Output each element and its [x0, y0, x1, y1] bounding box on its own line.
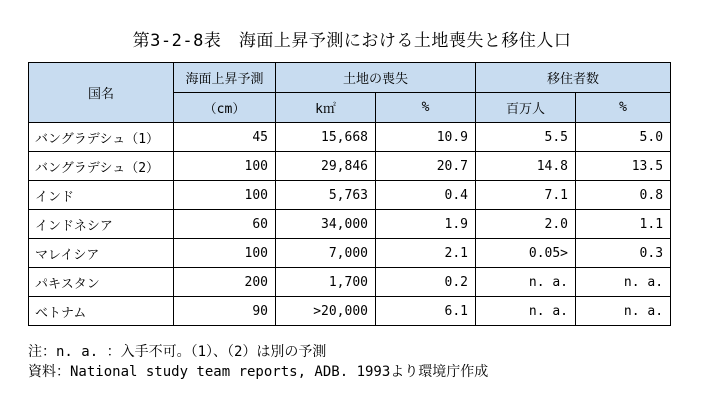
cell-migrants-pct: n. a. — [576, 297, 671, 326]
subheader-km2: k㎡ — [276, 93, 376, 123]
cell-country: インドネシア — [29, 210, 174, 239]
header-land-loss: 土地の喪失 — [276, 63, 476, 93]
cell-migrants: 0.05> — [476, 239, 576, 268]
table-row — [29, 210, 671, 239]
cell-area: 1,700 — [276, 268, 376, 297]
footnote-source: 資料：National study team reports, ADB. 1993より環境庁作成 — [28, 364, 489, 380]
table-row — [29, 181, 671, 210]
cell-rise: 100 — [174, 181, 276, 210]
cell-migrants-pct: n. a. — [576, 268, 671, 297]
cell-area: 29,846 — [276, 152, 376, 181]
cell-area-pct: 0.2 — [376, 268, 476, 297]
cell-area-pct: 0.4 — [376, 181, 476, 210]
cell-country: バングラデシュ（1） — [29, 123, 174, 152]
subheader-pct-migrants: % — [576, 93, 671, 123]
cell-area: 5,763 — [276, 181, 376, 210]
table-row — [29, 123, 671, 152]
cell-country: パキスタン — [29, 268, 174, 297]
subheader-million: 百万人 — [476, 93, 576, 123]
cell-country: ベトナム — [29, 297, 174, 326]
cell-migrants: n. a. — [476, 297, 576, 326]
subheader-cm: （cm） — [174, 93, 276, 123]
subheader-pct-land: % — [376, 93, 476, 123]
cell-area-pct: 10.9 — [376, 123, 476, 152]
cell-rise: 60 — [174, 210, 276, 239]
cell-rise: 45 — [174, 123, 276, 152]
cell-area-pct: 1.9 — [376, 210, 476, 239]
table-title: 第3-2-8表 海面上昇予測における土地喪失と移住人口 — [132, 31, 572, 51]
header-country: 国名 — [29, 63, 174, 123]
footnote-note: 注：n. a. ：入手不可。（1）、（2）は別の予測 — [28, 344, 327, 360]
cell-migrants: 5.5 — [476, 123, 576, 152]
cell-migrants-pct: 5.0 — [576, 123, 671, 152]
cell-country: インド — [29, 181, 174, 210]
cell-area: 15,668 — [276, 123, 376, 152]
cell-migrants-pct: 1.1 — [576, 210, 671, 239]
table-row — [29, 268, 671, 297]
cell-migrants: 14.8 — [476, 152, 576, 181]
header-migrants: 移住者数 — [476, 63, 671, 93]
cell-migrants: 7.1 — [476, 181, 576, 210]
cell-rise: 90 — [174, 297, 276, 326]
header-sea-rise: 海面上昇予測 — [174, 63, 276, 93]
cell-area-pct: 6.1 — [376, 297, 476, 326]
cell-area-pct: 2.1 — [376, 239, 476, 268]
cell-area: 7,000 — [276, 239, 376, 268]
sea-level-table — [28, 62, 671, 326]
cell-country: マレイシア — [29, 239, 174, 268]
cell-rise: 100 — [174, 152, 276, 181]
table-row — [29, 297, 671, 326]
cell-migrants-pct: 0.3 — [576, 239, 671, 268]
table-row — [29, 239, 671, 268]
cell-migrants-pct: 0.8 — [576, 181, 671, 210]
cell-country: バングラデシュ（2） — [29, 152, 174, 181]
cell-area: >20,000 — [276, 297, 376, 326]
cell-migrants: 2.0 — [476, 210, 576, 239]
cell-area: 34,000 — [276, 210, 376, 239]
table-row — [29, 152, 671, 181]
cell-migrants-pct: 13.5 — [576, 152, 671, 181]
cell-area-pct: 20.7 — [376, 152, 476, 181]
cell-rise: 100 — [174, 239, 276, 268]
cell-migrants: n. a. — [476, 268, 576, 297]
cell-rise: 200 — [174, 268, 276, 297]
